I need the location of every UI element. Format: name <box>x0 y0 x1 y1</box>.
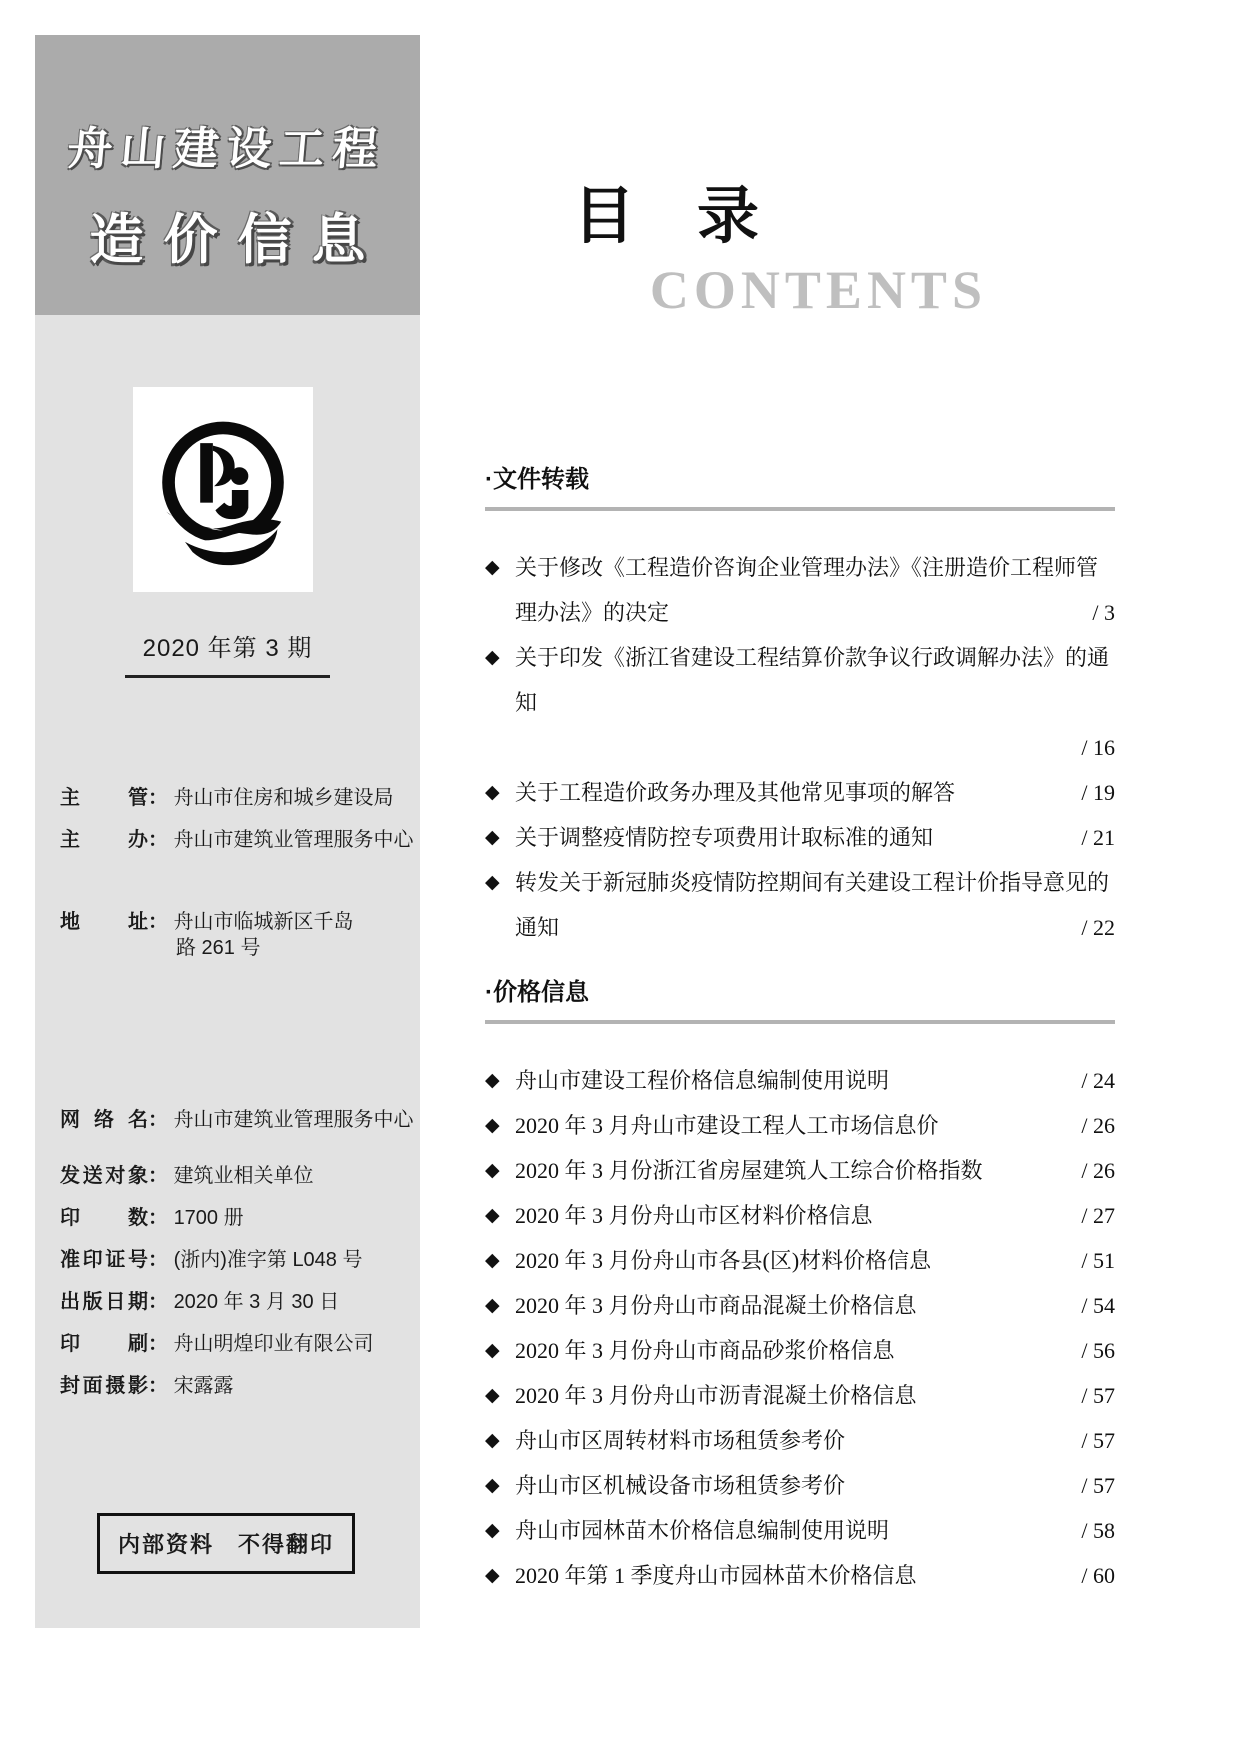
toc-item-page: / 3 <box>1092 600 1115 626</box>
info-label: 印刷 <box>60 1333 148 1355</box>
info-colon: ： <box>148 1333 168 1355</box>
diamond-bullet-icon: ◆ <box>485 1340 500 1362</box>
info-label: 出版日期 <box>60 1291 148 1313</box>
info-colon: ： <box>148 829 168 851</box>
section-heading: ·价格信息 <box>485 979 589 1007</box>
toc-item <box>485 815 1115 860</box>
info-label: 地址 <box>60 911 148 933</box>
info-label: 发送对象 <box>60 1165 148 1187</box>
toc-item-page: / 24 <box>1081 1068 1115 1094</box>
toc-item-page: / 19 <box>1081 780 1115 806</box>
toc-item-title: 舟山市园林苗木价格信息编制使用说明 <box>515 1518 890 1544</box>
masthead-title-line1: 舟山建设工程 <box>65 124 389 174</box>
info-row <box>60 1107 414 1133</box>
toc-item-title: 关于修改《工程造价咨询企业管理办法》《注册造价工程师管理办法》的决定 <box>515 555 1099 626</box>
info-value: 2020 年 3 月 30 日 <box>173 1291 340 1313</box>
toc-item-page: / 58 <box>1081 1518 1115 1544</box>
info-value-line2: 路 261 号 <box>176 937 261 959</box>
diamond-bullet-icon: ◆ <box>485 647 500 669</box>
info-row <box>60 785 406 811</box>
section-heading: ·文件转载 <box>485 466 589 494</box>
info-value: 1700 册 <box>173 1207 244 1229</box>
toc-section <box>485 465 1115 950</box>
toc-item-title: 关于调整疫情防控专项费用计取标准的通知 <box>515 825 934 851</box>
diamond-bullet-icon: ◆ <box>485 1565 500 1587</box>
diamond-bullet-icon: ◆ <box>485 1295 500 1317</box>
info-row <box>60 1373 406 1399</box>
toc-item <box>485 1148 1115 1193</box>
contents-title-cn: 目 录 <box>573 183 760 251</box>
toc-item-title: 转发关于新冠肺炎疫情防控期间有关建设工程计价指导意见的通知 <box>515 870 1110 941</box>
publication-info <box>60 785 414 1415</box>
info-value: (浙内)准字第 L048 号 <box>173 1249 363 1271</box>
info-value: 建筑业相关单位 <box>173 1165 314 1187</box>
toc-item <box>485 1058 1115 1103</box>
info-row <box>60 1163 406 1189</box>
toc-item-title: 关于印发《浙江省建设工程结算价款争议行政调解办法》的通知 <box>515 645 1110 716</box>
toc-items <box>485 545 1115 950</box>
toc-item-page: / 16 <box>1081 735 1115 761</box>
toc-item <box>485 1283 1115 1328</box>
toc-section <box>485 978 1115 1598</box>
diamond-bullet-icon: ◆ <box>485 1070 500 1092</box>
info-colon: ： <box>148 1165 168 1187</box>
toc-item-page: / 22 <box>1081 915 1115 941</box>
masthead-title-line2: 造价信息 <box>89 210 386 270</box>
diamond-bullet-icon: ◆ <box>485 1115 500 1137</box>
info-row <box>60 1247 406 1273</box>
info-colon: ： <box>148 1249 168 1271</box>
info-value: 舟山市住房和城乡建设局 <box>173 787 394 809</box>
diamond-bullet-icon: ◆ <box>485 1250 500 1272</box>
publisher-logo <box>133 387 313 592</box>
toc-item <box>485 1553 1115 1598</box>
info-value: 宋露露 <box>173 1375 234 1397</box>
toc-item-page: / 57 <box>1081 1473 1115 1499</box>
toc-sections <box>485 465 1115 1598</box>
info-value: 舟山明煌印业有限公司 <box>173 1333 374 1355</box>
info-label: 网络名 <box>60 1109 148 1131</box>
toc-item-title: 2020 年第 1 季度舟山市园林苗木价格信息 <box>515 1563 917 1589</box>
toc-item <box>485 545 1115 635</box>
info-value: 舟山市临城新区千岛 <box>173 911 354 933</box>
toc-item-title: 关于工程造价政务办理及其他常见事项的解答 <box>515 780 956 806</box>
toc-item-title: 舟山市区机械设备市场租赁参考价 <box>515 1473 846 1499</box>
toc-item-title: 2020 年 3 月份舟山市商品混凝土价格信息 <box>515 1293 917 1319</box>
toc-item <box>485 635 1115 770</box>
info-row <box>60 1205 406 1231</box>
diamond-bullet-icon: ◆ <box>485 827 500 849</box>
toc-item-title: 舟山市区周转材料市场租赁参考价 <box>515 1428 846 1454</box>
toc-item-page: / 54 <box>1081 1293 1115 1319</box>
toc-item-title: 2020 年 3 月份舟山市各县(区)材料价格信息 <box>515 1248 932 1274</box>
toc-item-title: 2020 年 3 月份舟山市区材料价格信息 <box>515 1203 873 1229</box>
info-label: 准印证号 <box>60 1249 148 1271</box>
pi-wave-logo-icon <box>147 406 299 574</box>
toc-item-page: / 57 <box>1081 1383 1115 1409</box>
toc-item <box>485 770 1115 815</box>
masthead <box>35 35 420 315</box>
toc-item <box>485 1418 1115 1463</box>
toc-item-title: 2020 年 3 月份浙江省房屋建筑人工综合价格指数 <box>515 1158 983 1184</box>
toc-item-page: / 26 <box>1081 1158 1115 1184</box>
info-value: 舟山市建筑业管理服务中心 <box>173 1109 414 1131</box>
info-row <box>60 827 414 853</box>
toc-item-page: / 56 <box>1081 1338 1115 1364</box>
toc-item-page: / 60 <box>1081 1563 1115 1589</box>
toc-item-page: / 51 <box>1081 1248 1115 1274</box>
issue-number: 2020 年第 3 期 <box>35 628 420 678</box>
toc-item-page: / 27 <box>1081 1203 1115 1229</box>
diamond-bullet-icon: ◆ <box>485 1160 500 1182</box>
diamond-bullet-icon: ◆ <box>485 1385 500 1407</box>
toc-item <box>485 1373 1115 1418</box>
info-colon: ： <box>148 911 168 933</box>
diamond-bullet-icon: ◆ <box>485 872 500 894</box>
info-colon: ： <box>148 787 168 809</box>
info-label: 封面摄影 <box>60 1375 148 1397</box>
info-row <box>60 909 406 961</box>
contents-title-en: CONTENTS <box>649 260 987 321</box>
toc-item-page: / 57 <box>1081 1428 1115 1454</box>
info-label: 主办 <box>60 829 148 851</box>
toc-items <box>485 1058 1115 1598</box>
internal-use-notice: 内部资料 不得翻印 <box>97 1513 355 1574</box>
contents-column <box>485 0 1115 1626</box>
diamond-bullet-icon: ◆ <box>485 1430 500 1452</box>
info-colon: ： <box>148 1109 168 1131</box>
toc-item <box>485 1193 1115 1238</box>
diamond-bullet-icon: ◆ <box>485 1475 500 1497</box>
toc-item-page: / 26 <box>1081 1113 1115 1139</box>
info-value: 舟山市建筑业管理服务中心 <box>173 829 414 851</box>
toc-item <box>485 1508 1115 1553</box>
toc-item-title: 2020 年 3 月份舟山市商品砂浆价格信息 <box>515 1338 895 1364</box>
info-colon: ： <box>148 1207 168 1229</box>
toc-item <box>485 1238 1115 1283</box>
info-colon: ： <box>148 1375 168 1397</box>
info-label: 主管 <box>60 787 148 809</box>
info-label: 印数 <box>60 1207 148 1229</box>
section-rule <box>485 1020 1115 1024</box>
info-row <box>60 1289 406 1315</box>
toc-item-page: / 21 <box>1081 825 1115 851</box>
toc-item-title: 舟山市建设工程价格信息编制使用说明 <box>515 1068 890 1094</box>
toc-item-title: 2020 年 3 月份舟山市沥青混凝土价格信息 <box>515 1383 917 1409</box>
diamond-bullet-icon: ◆ <box>485 1205 500 1227</box>
section-rule <box>485 507 1115 511</box>
info-row <box>60 1331 406 1357</box>
info-colon: ： <box>148 1291 168 1313</box>
sidebar <box>35 35 420 1628</box>
diamond-bullet-icon: ◆ <box>485 782 500 804</box>
toc-item <box>485 1103 1115 1148</box>
diamond-bullet-icon: ◆ <box>485 557 500 579</box>
toc-item <box>485 1328 1115 1373</box>
toc-item <box>485 1463 1115 1508</box>
diamond-bullet-icon: ◆ <box>485 1520 500 1542</box>
toc-item-title: 2020 年 3 月舟山市建设工程人工市场信息价 <box>515 1113 939 1139</box>
toc-item <box>485 860 1115 950</box>
